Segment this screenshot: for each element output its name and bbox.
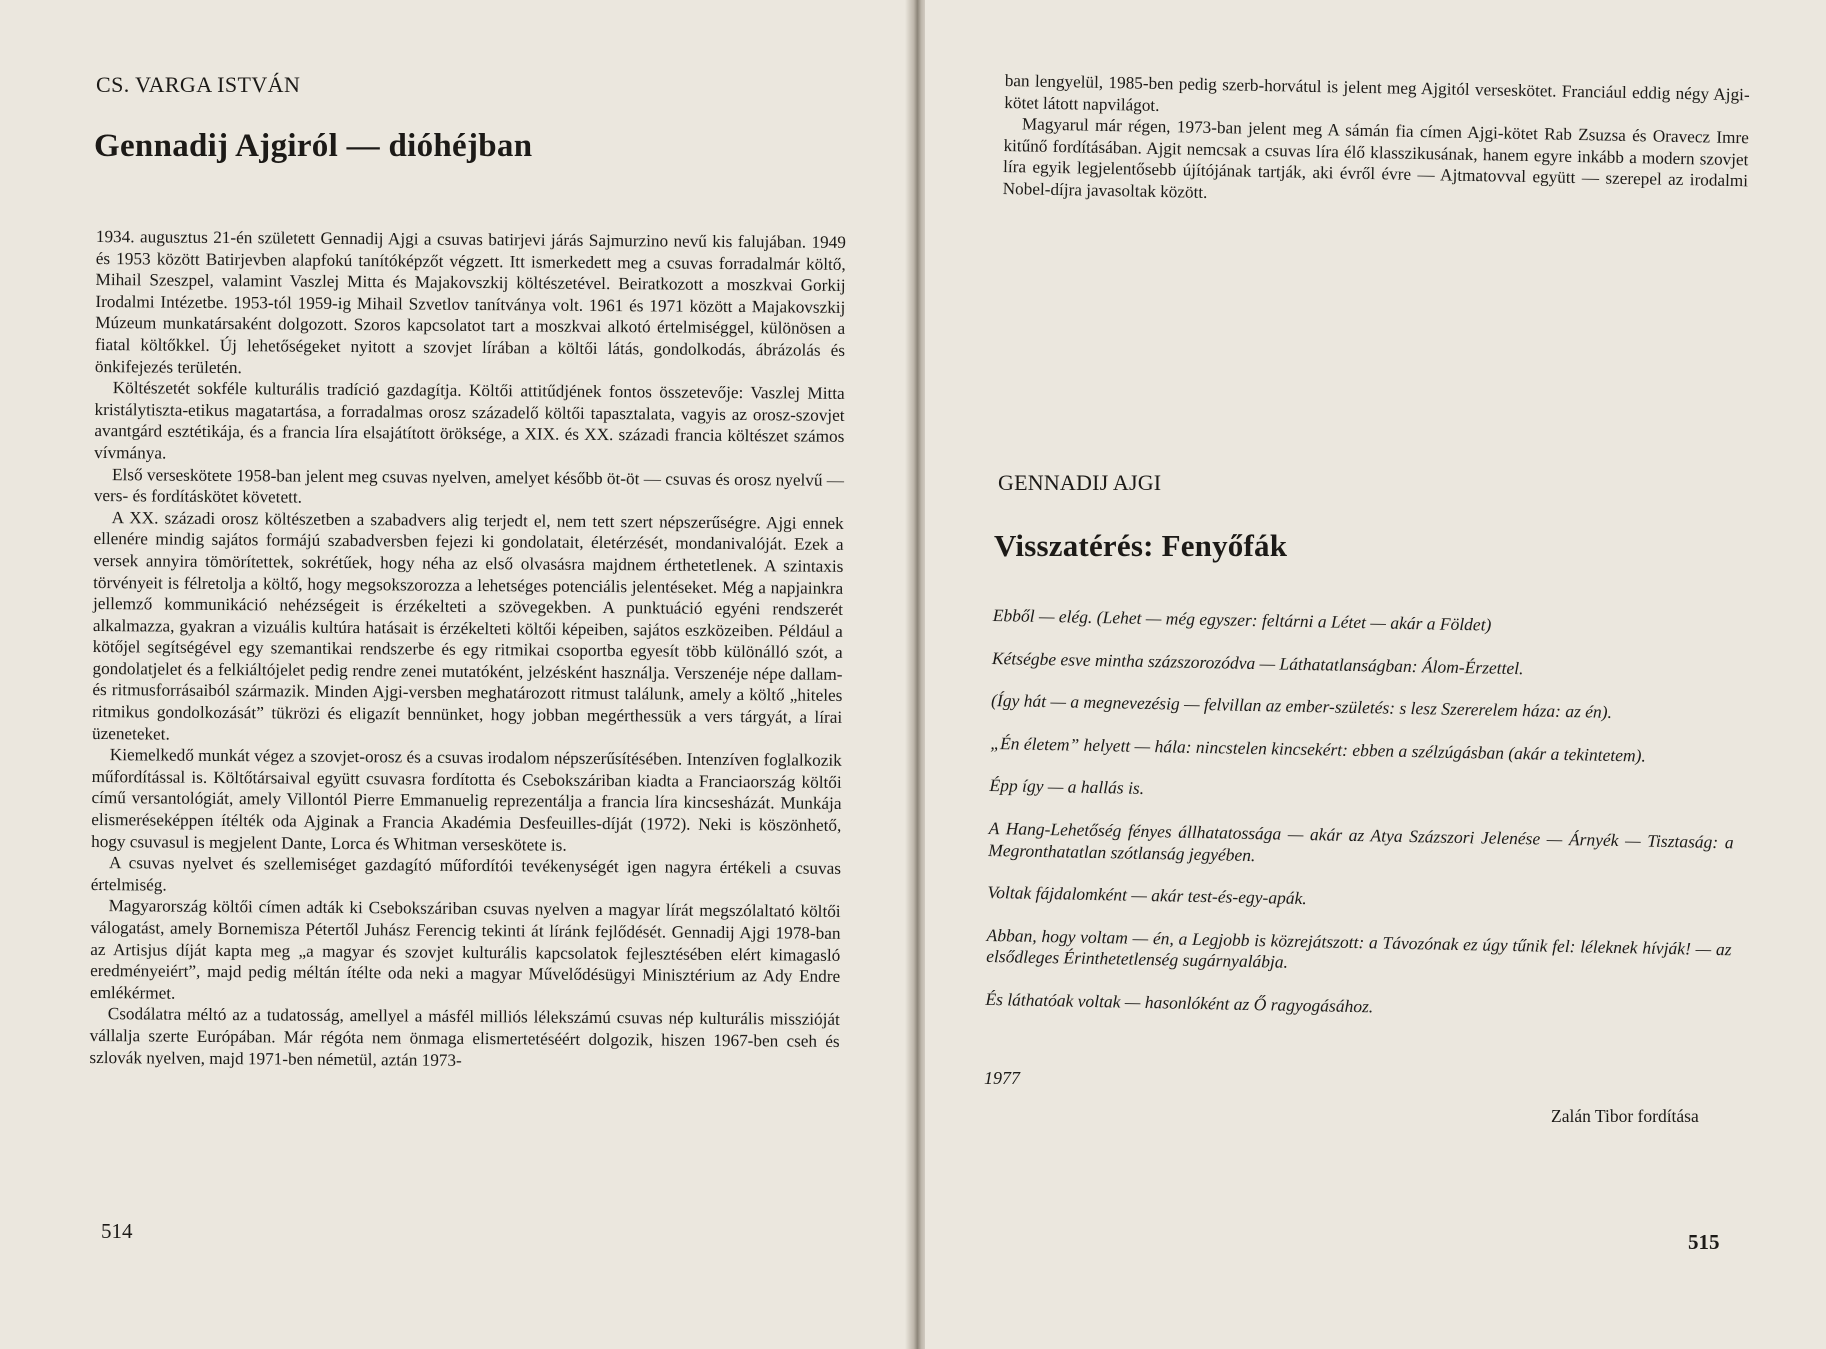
page-number-left: 514 <box>101 1219 133 1243</box>
body-paragraph: A csuvas nyelvet és szellemiséget gazdagító műfordítói tevékenységét igen nagyra értékeli a csuvas értelmiség. <box>90 853 842 895</box>
left-page <box>0 0 910 1349</box>
body-paragraph: Első verseskötete 1958-ban jelent meg csuvas nyelven, amelyet később öt-öt — csuvas és orosz nyelvű — vers- és fordításkötet követett. <box>93 464 845 507</box>
poem-line: „Én életem” helyett — hála: nincstelen kincsekért: ebben a szélzúgásban (akár a tekintetem). <box>990 732 1647 766</box>
body-paragraph: Csodálatra méltó az a tudatosság, amellyel a másfél milliós lélekszámú csuvas nép kulturális misszióját vállalja szerte Európában. Már régóta nem önmaga elismertetéséért dolgozik, hiszen 1967-ben cseh és szlovák nyelven, majd 1971-ben németül, aztán 1973- <box>89 1004 840 1070</box>
article-continuation <box>1003 70 1750 214</box>
body-paragraph: A XX. századi orosz költészetben a szabadvers alig terjedt el, nem tett szert népszerűségre. Ajgi ennek ellenére mindig sajátos formájú szabadversben fejezi ki gondolatait, életérzését, mondanivalóját. Ezek a versek annyira tömörítettek, sokrétűek, hogy néha az első olvasásra majdnem érthetetlenek. A szintaxis törvényeit is félretolja a költő, hogy megsokszorozza a lehetséges potenciális jelentéseket. Még a napjainkra jellemző kommunikáció nehézségeit is érzékelteti a szövegekben. A punktuáció egyéni rendszerét alkalmazza, gyakran a vizuális kultúra hatásait is érzékelteti költői képeiben, sajátos eszközeiben. Például a kötőjel segítségével egy szemantikai rendszerbe és egy ritmikai csoportba egyesít több különálló szót, a gondolatjelet és a felkiáltójelet pedig rendre zenei mutatóként, jelzésként használja. Verszenéje népe dallam- és ritmusforrásaiból származik. Minden Ajgi-versben meghatározott ritmust találunk, amely a költő „hiteles ritmikus gondolkozását” tükrözi és eligazít bennünket, hogy jobban megérthessük a vers tárgyát, a lírai üzeneteket. <box>91 507 844 744</box>
poem-line: (Így hát — a megnevezésig — felvillan az ember-születés: s lesz Szererelem háza: az én). <box>990 690 1613 723</box>
poem-author: GENNADIJ AJGI <box>998 470 1162 495</box>
page-number-right: 515 <box>1688 1230 1720 1254</box>
poem-line: Ebből — elég. (Lehet — még egyszer: feltárni a Létet — akár a Földet) <box>992 605 1492 635</box>
poem-line: Voltak fájdalomként — akár test-és-egy-apák. <box>987 882 1307 909</box>
article-author: CS. VARGA ISTVÁN <box>96 72 301 97</box>
poem-line: És láthatóak voltak — hasonlóként az Ő ragyogásához. <box>985 988 1374 1017</box>
poem-body <box>985 605 1738 1046</box>
translator-credit: Zalán Tibor fordítása <box>1551 1106 1699 1126</box>
poem-line: Abban, hogy voltam — én, a Legjobb is közrejátszott: a Távozónak ez úgy tűnik fel: léleknek hívják! — az elsődleges Érinthetetlenség sugárnyalábja. <box>986 924 1732 973</box>
body-paragraph: Kiemelkedő munkát végez a szovjet-orosz és a csuvas irodalom népszerűsítésében. Intenzíven foglalkozik műfordítással is. Költőtársaival együtt csuvasra fordította és Csebokszáriban kiadta a Franciaország költői című versantológiát, amely Villontól Pierre Emmanuelig reprezentálja a francia líra kincsesházát. Munkája elismeréseképpen ítélték oda Ajginak a Francia Akadémia Desfeuilles-díját (1972). Neki is köszönhető, hogy csuvasul is megjelent Dante, Lorca és Whitman verseskötete is. <box>91 745 842 855</box>
body-paragraph: 1934. augusztus 21-én született Gennadij Ajgi a csuvas batirjevi járás Sajmurzino nevű kis falujában. 1949 és 1953 között Batirjevben alapfokú tanítóképzőt végzett. Itt ismerkedett meg a csuvas forradalmár költő, Mihail Szeszpel, valamint Vaszlej Mitta és Majakovszkij költészetével. Beiratkozott a moszkvai Gorkij Irodalmi Intézetbe. 1953-tól 1959-ig Mihail Szvetlov tanítványa volt. 1961 és 1971 között a Majakovszkij Múzeum munkatársaként dolgozott. Szoros kapcsolatot tart a moszkvai alkotó értelmiséggel, különösen a fiatal költőkkel. Új lehetőségeket nyitott a szovjet lírában a költői látás, gondolkodás, ábrázolás és önkifejezés területén. <box>94 226 846 377</box>
article-title: Gennadij Ajgiról — dióhéjban <box>94 128 533 164</box>
poem-line: A Hang-Lehetőség fényes állhatatossága — akár az Atya Százszori Jelenése — Árnyék — Tisztaság: a Megronthatatlan szótlanság jegyében. <box>988 817 1734 865</box>
poem-line: Épp így — a hallás is. <box>989 775 1145 799</box>
body-paragraph: Magyarul már régen, 1973-ban jelent meg A sámán fia címen Ajgi-kötet Rab Zsuzsa és Oravecz Imre kitűnő fordításában. Ajgit nemcsak a csuvas líra élő klasszikusának, hanem egyre inkább a modern szovjet líra egyik legjelentősebb újítójának tartják, aki évről évre — Ajtmatovval együtt — szerepel az irodalmi Nobel-díjra javasoltak között. <box>1002 114 1750 202</box>
body-paragraph: ban lengyelül, 1985-ben pedig szerb-horvátul is jelent meg Ajgitól verseskötet. Franciául eddig négy Ajgi-kötet látott napvilágot. <box>1004 70 1750 115</box>
poem-line: Kétségbe esve mintha százszorozódva — Láthatatlanságban: Álom-Érzettel. <box>991 647 1524 678</box>
article-body <box>89 226 846 1074</box>
poem-title: Visszatérés: Fenyőfák <box>994 528 1288 563</box>
poem-year: 1977 <box>984 1068 1020 1088</box>
body-paragraph: Költészetét sokféle kulturális tradíció gazdagítja. Költői attitűdjének fontos összetevője: Vaszlej Mitta kristálytiszta-etikus magatartása, a forradalmas orosz századelő költői tapasztalata, vagyis az orosz-szovjet avantgárd esztétikája, és a francia líra elsajátított öröksége, a XIX. és XX. századi francia költészet számos vívmánya. <box>94 378 845 463</box>
body-paragraph: Magyarország költői címen adták ki Csebokszáriban csuvas nyelven a magyar lírát megszólaltató költői válogatást, amely Bornemisza Pétertől Juhász Ferencig tekinti át líránk fejlődését. Gennadij Ajgi 1978-ban az Artisjus díját kapta meg „a magyar és szovjet kulturális kapcsolatok fejlesztésében elért kimagasló eredményeiért”, majd pedig méltán ítélte oda neki a magyar Művelődésügyi Minisztérium az Ady Endre emlékérmet. <box>89 896 841 1003</box>
